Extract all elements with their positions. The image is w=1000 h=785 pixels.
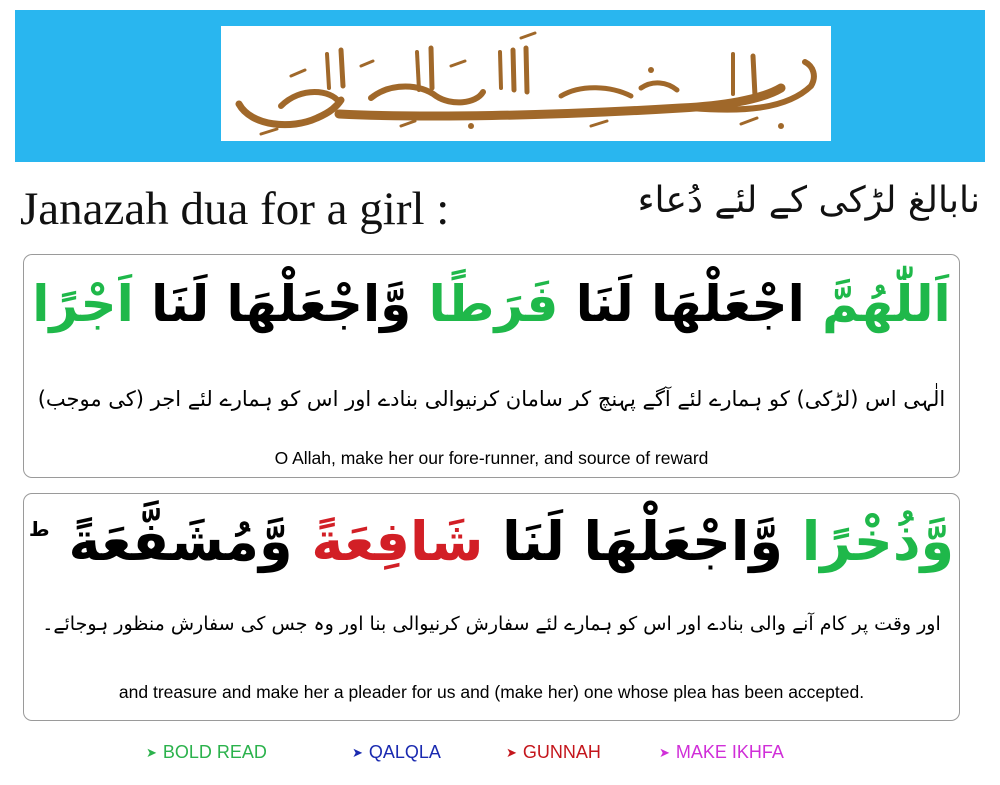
dua-panel-2: [23, 493, 960, 721]
title-english: Janazah dua for a girl :: [20, 183, 450, 235]
legend-item-make-ikhfa: ➤ MAKE IKHFA: [659, 742, 784, 762]
tajweed-legend: [0, 742, 1000, 772]
arrow-icon: ➤: [352, 745, 363, 760]
legend-item-bold-read: ➤ BOLD READ: [146, 742, 267, 762]
english-translation-2: and treasure and make her a pleader for us and (make her) one whose plea has been accepted.: [118, 682, 865, 702]
bismillah-calligraphy: [221, 26, 831, 141]
arrow-icon: ➤: [659, 745, 670, 760]
page-title: [0, 178, 1000, 248]
arabic-verse-2: [24, 510, 959, 573]
arabic-part: اَللّٰهُمَّ: [822, 275, 951, 333]
arabic-part: اَجْرًا: [32, 275, 134, 333]
legend-item-qalqla: ➤ QALQLA: [352, 742, 441, 762]
arrow-icon: ➤: [506, 745, 517, 760]
arabic-part: وَّاجْعَلْهَا لَنَا: [151, 275, 412, 333]
urdu-translation-1: الٰہی اس (لڑکی) کو ہمارے لئے آگے پہنچ کر سامان کرنیوالی بنادے اور اس کو ہمارے لئے اجر (کی موجب): [37, 387, 946, 411]
arabic-part: وَّذُخْرًا: [801, 510, 955, 573]
arabic-part: اجْعَلْهَا لَنَا: [575, 275, 805, 333]
bismillah-calligraphy-box: [221, 26, 831, 141]
title-urdu: نابالغ لڑکی کے لئے دُعاء: [637, 180, 980, 221]
arabic-part: وَّمُشَفَّعَةً: [68, 510, 293, 573]
waqf-mark: ط: [28, 517, 50, 541]
arrow-icon: ➤: [146, 745, 157, 760]
arabic-part: شَافِعَةً: [311, 510, 484, 573]
arabic-verse-1: [24, 275, 959, 333]
english-translation-1: O Allah, make her our fore-runner, and source of reward: [274, 448, 709, 468]
legend-item-gunnah: ➤ GUNNAH: [506, 742, 601, 762]
arabic-part: وَّاجْعَلْهَا لَنَا: [502, 510, 783, 573]
arabic-part: فَرَطًا: [428, 275, 559, 333]
urdu-translation-2: اور وقت پر کام آنے والی بنادے اور اس کو ہمارے لئے سفارش کرنیوالی بنا اور وہ جس کی سفارش منظور ہوجائے۔: [42, 613, 941, 635]
dua-panel-1: [23, 254, 960, 478]
